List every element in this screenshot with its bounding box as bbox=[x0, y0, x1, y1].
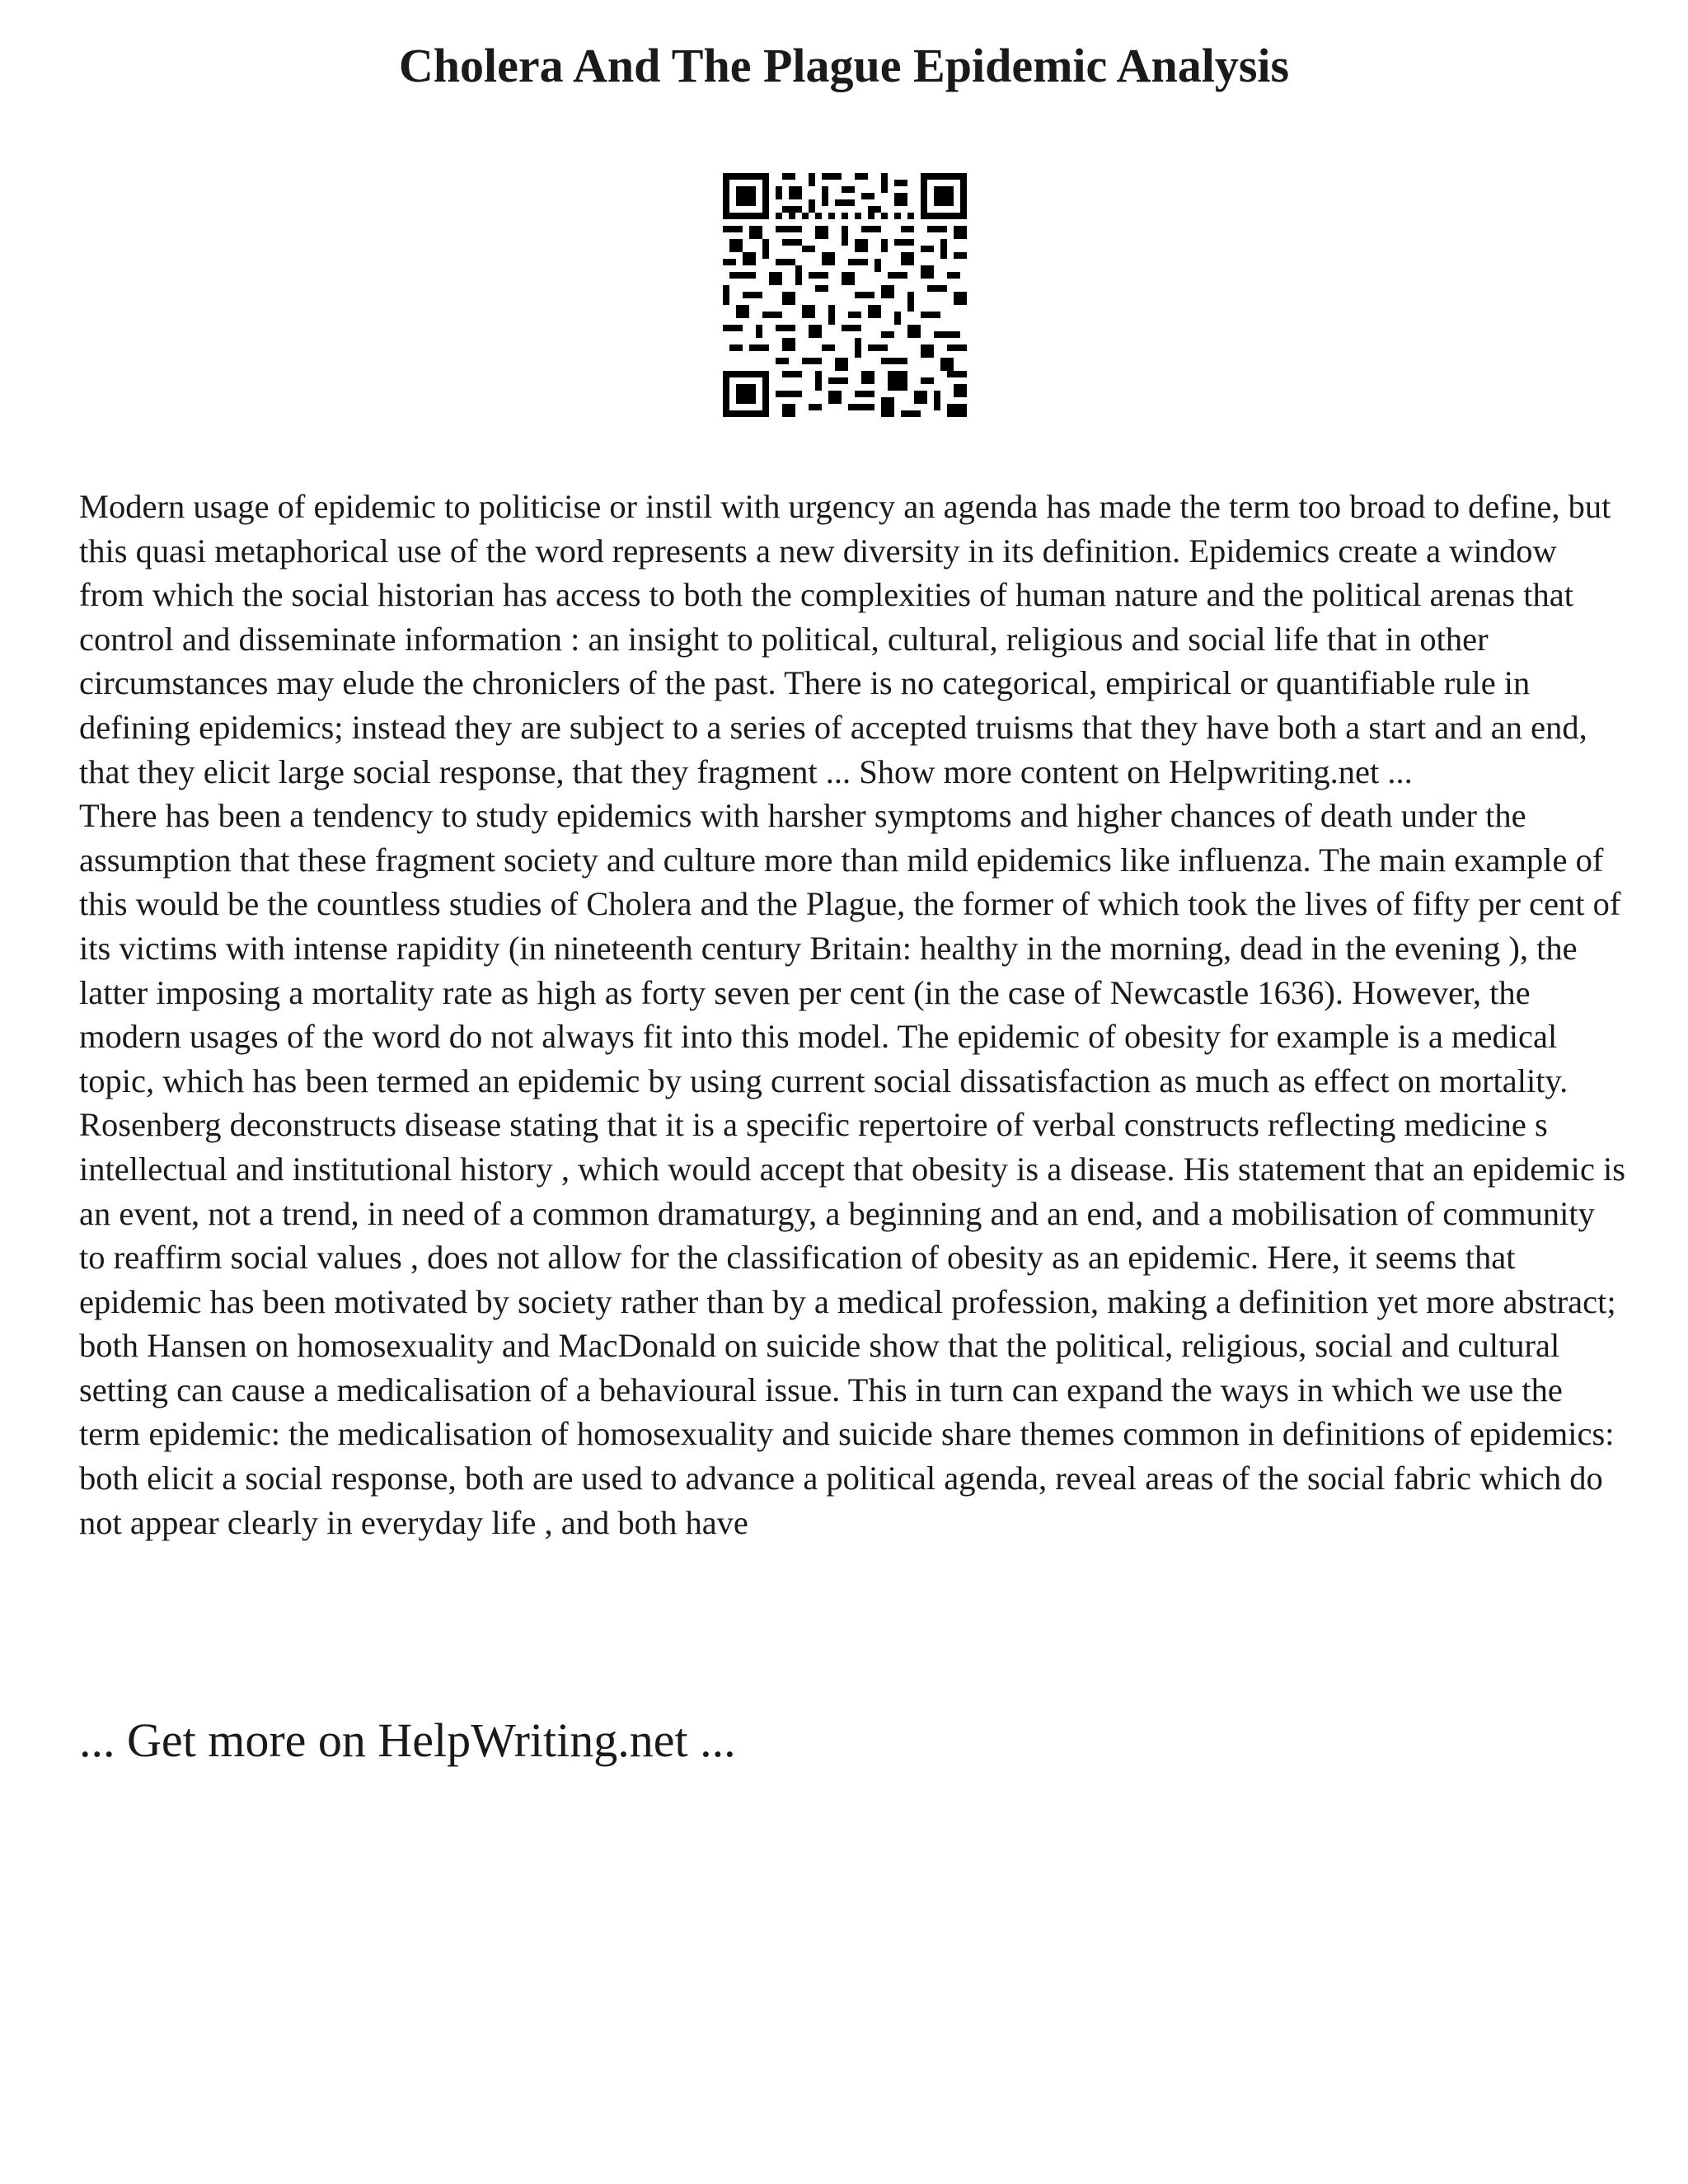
qr-code-icon bbox=[723, 173, 967, 417]
get-more-link[interactable]: ... Get more on HelpWriting.net ... bbox=[79, 1713, 736, 1767]
document-body bbox=[79, 485, 1629, 1544]
document-title: Cholera And The Plague Epidemic Analysis bbox=[398, 39, 1290, 92]
paragraph-1: Modern usage of epidemic to politicise or instil with urgency an agenda has made the term too broad to define, but this quasi metaphorical use of the word represents a new diversity in its definition. Epidemics create a window from which the social historian has access to both the complexities of human nature and the political arenas that control and disseminate information : an insight to political, cultural, religious and social life that in other circumstances may elude the chroniclers of the past. There is no categorical, empirical or quantifiable rule in defining epidemics; instead they are subject to a series of accepted truisms that they have both a start and an end, that they elicit large social response, that they fragment ... Show more content on Helpwriting.net ... bbox=[79, 488, 1611, 790]
paragraph-2: There has been a tendency to study epidemics with harsher symptoms and higher chances of death under the assumption that these fragment society and culture more than mild epidemics like influenza. The main example of this would be the countless studies of Cholera and the Plague, the former of which took the lives of fifty per cent of its victims with intense rapidity (in nineteenth century Britain: healthy in the morning, dead in the evening ), the latter imposing a mortality rate as high as forty seven per cent (in the case of Newcastle 1636). However, the modern usages of the word do not always fit into this model. The epidemic of obesity for example is a medical topic, which has been termed an epidemic by using current social dissatisfaction as much as effect on mortality. Rosenberg deconstructs disease stating that it is a specific repertoire of verbal constructs reflecting medicine s intellectual and institutional history , which would accept that obesity is a disease. His statement that an epidemic is an event, not a trend, in need of a common dramaturgy, a beginning and an end, and a mobilisation of community to reaffirm social values , does not allow for the classification of obesity as an epidemic. Here, it seems that epidemic has been motivated by society rather than by a medical profession, making a definition yet more abstract; both Hansen on homosexuality and MacDonald on suicide show that the political, religious, social and cultural setting can cause a medicalisation of a behavioural issue. This in turn can expand the ways in which we use the term epidemic: the medicalisation of homosexuality and suicide share themes common in definitions of epidemics: both elicit a social response, both are used to advance a political agenda, reveal areas of the social fabric which do not appear clearly in everyday life , and both have bbox=[79, 797, 1626, 1541]
